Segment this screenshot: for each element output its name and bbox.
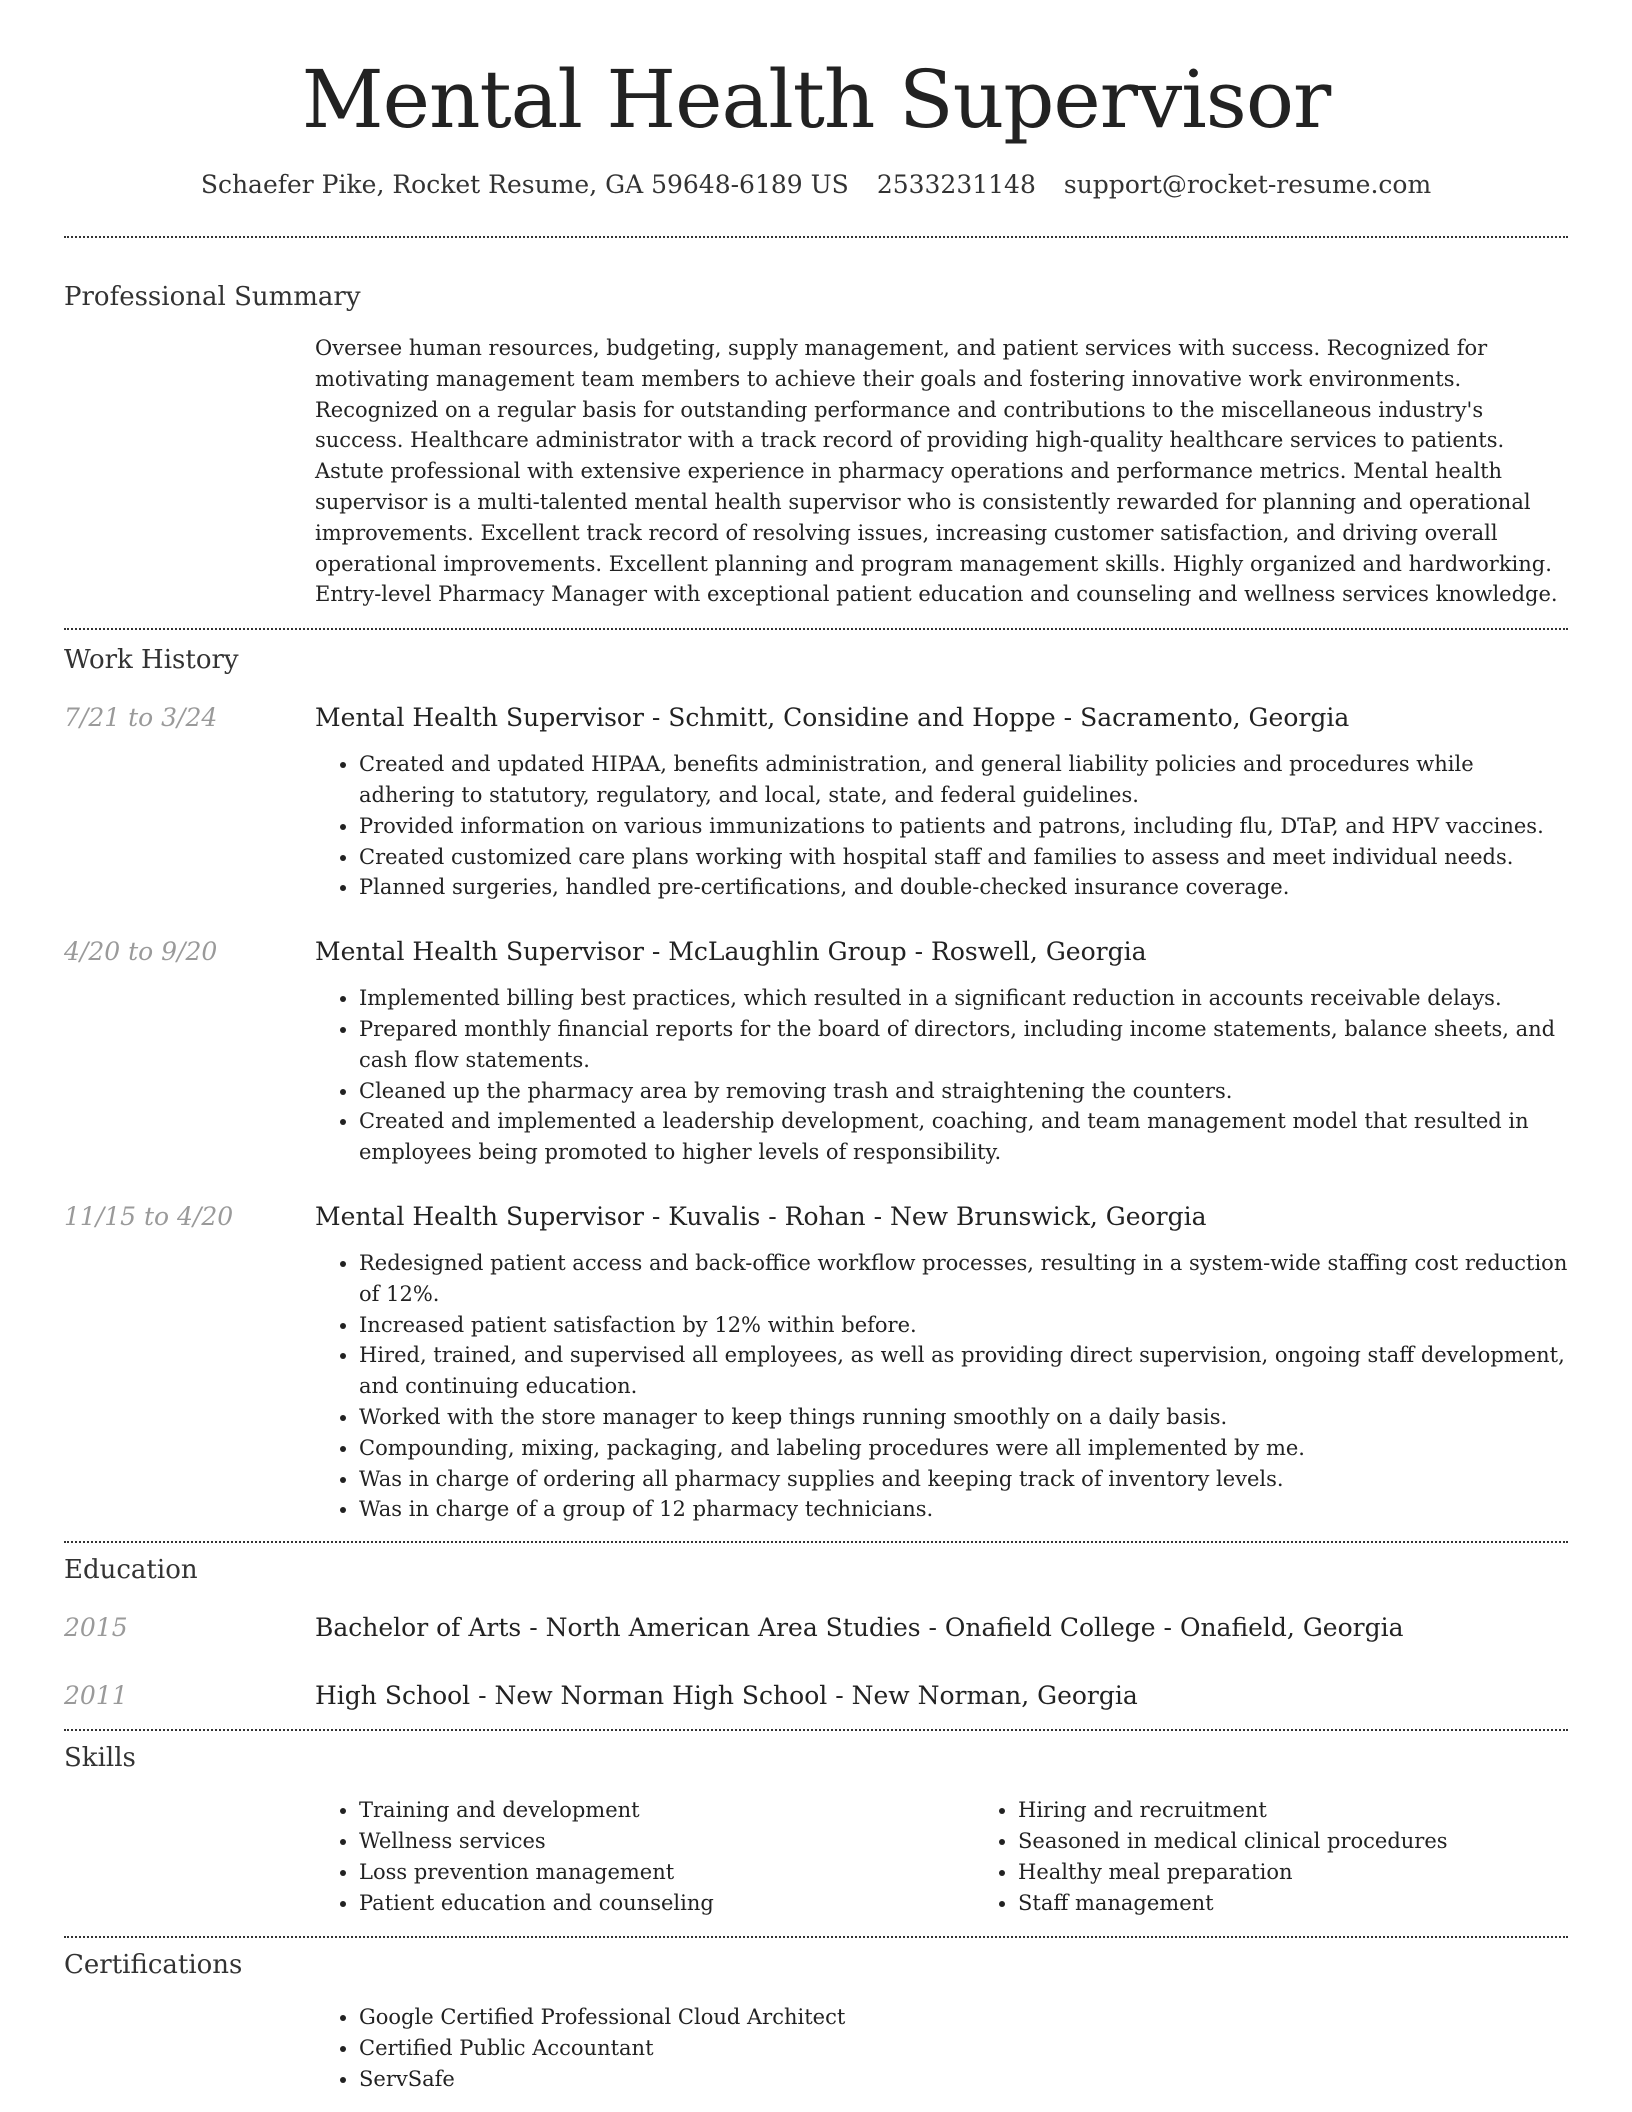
section-title-work: Work History (64, 645, 239, 676)
skill-item: • Staff management (1018, 1888, 1632, 1919)
job-location: Roswell, Georgia (931, 937, 1147, 967)
contact-line (64, 168, 1568, 202)
education-year: 2011 (64, 1681, 128, 1711)
job-entry (64, 1200, 1568, 1234)
job-bullet: • Compounding, mixing, packaging, and labeling procedures were all implemented by me. (359, 1433, 1568, 1464)
skill-item: • Patient education and counseling (359, 1888, 974, 1919)
section-title-education: Education (64, 1555, 198, 1586)
skills-column-right (974, 1795, 1632, 1918)
job-bullet: • Created and updated HIPAA, benefits administration, and general liability policies and procedures while adhering to statutory, regulatory, and local, state, and federal guidelines. (359, 749, 1568, 811)
job-bullet: • Increased patient satisfaction by 12% within before. (359, 1310, 1568, 1341)
job-bullet: • Planned surgeries, handled pre-certifications, and double-checked insurance coverage. (359, 872, 1568, 903)
skill-item: • Training and development (359, 1795, 974, 1826)
certifications-list (315, 2002, 1568, 2094)
education-heading: High School - New Norman High School - New Norman, Georgia (315, 1681, 1138, 1711)
skills-list (315, 1795, 1568, 1918)
job-position: Mental Health Supervisor (315, 703, 644, 733)
job-heading: Mental Health Supervisor - Schmitt, Considine and Hoppe - Sacramento, Georgia (315, 703, 1350, 733)
job-bullets (315, 1248, 1568, 1525)
contact-email: support@rocket-resume.com (1063, 170, 1432, 199)
job-dates: 4/20 to 9/20 (64, 937, 218, 967)
job-dates: 7/21 to 3/24 (64, 703, 218, 733)
job-location: Sacramento, Georgia (1080, 703, 1350, 733)
job-bullet: • Cleaned up the pharmacy area by removing trash and straightening the counters. (359, 1076, 1568, 1107)
job-bullet: • Created and implemented a leadership development, coaching, and team management model that resulted in employees being promoted to higher levels of responsibility. (359, 1106, 1568, 1168)
job-bullet: • Was in charge of ordering all pharmacy supplies and keeping track of inventory levels. (359, 1464, 1568, 1495)
job-bullet: • Hired, trained, and supervised all employees, as well as providing direct supervision, ongoing staff development, and continuing education. (359, 1340, 1568, 1402)
job-bullets (315, 983, 1568, 1168)
job-heading: Mental Health Supervisor - Kuvalis - Rohan - New Brunswick, Georgia (315, 1201, 1207, 1231)
divider (64, 1729, 1568, 1731)
skill-item: • Wellness services (359, 1826, 974, 1857)
summary-text: Oversee human resources, budgeting, supply management, and patient services with success. Recognized for motivating management team members to achieve their goals and fostering innovative work environments. Recognized on a regular basis for outstanding performance and contributions to the miscellaneous industry's success. Healthcare administrator with a track record of providing high-quality healthcare services to patients. Astute professional with extensive experience in pharmacy operations and performance metrics. Mental health supervisor is a multi-talented mental health supervisor who is consistently rewarded for planning and operational improvements. Excellent track record of resolving issues, increasing customer satisfaction, and driving overall operational improvements. Excellent planning and program management skills. Highly organized and hardworking. Entry-level Pharmacy Manager with exceptional patient education and counseling and wellness services knowledge. (315, 336, 1558, 607)
job-heading: Mental Health Supervisor - McLaughlin Group - Roswell, Georgia (315, 937, 1147, 967)
education-degree: Bachelor of Arts (315, 1613, 522, 1643)
education-heading: Bachelor of Arts - North American Area Studies - Onafield College - Onafield, Georgia (315, 1613, 1404, 1643)
certification-item: • ServSafe (359, 2064, 1568, 2095)
job-bullet: • Worked with the store manager to keep things running smoothly on a daily basis. (359, 1402, 1568, 1433)
job-bullet: • Created customized care plans working with hospital staff and families to assess and meet individual needs. (359, 842, 1568, 873)
job-position: Mental Health Supervisor (315, 1201, 644, 1231)
job-bullet: • Was in charge of a group of 12 pharmacy technicians. (359, 1494, 1568, 1525)
education-school: Onafield College (944, 1613, 1156, 1643)
certification-item: • Google Certified Professional Cloud Architect (359, 2002, 1568, 2033)
education-school: New Norman High School (494, 1681, 828, 1711)
skill-item: • Hiring and recruitment (1018, 1795, 1632, 1826)
job-position: Mental Health Supervisor (315, 937, 644, 967)
education-entry (64, 1611, 1568, 1645)
resume-name: Mental Health Supervisor (301, 53, 1331, 146)
education-location: Onafield, Georgia (1179, 1613, 1404, 1643)
section-title-summary: Professional Summary (64, 282, 361, 312)
job-company: Kuvalis - Rohan (668, 1201, 866, 1231)
divider (64, 1936, 1568, 1938)
job-bullet: • Prepared monthly financial reports for the board of directors, including income statements, balance sheets, and cash flow statements. (359, 1014, 1568, 1076)
job-dates: 11/15 to 4/20 (64, 1201, 234, 1231)
section-title-skills: Skills (64, 1743, 136, 1774)
job-company: McLaughlin Group (668, 937, 907, 967)
job-company: Schmitt, Considine and Hoppe (668, 703, 1056, 733)
resume-page (64, 0, 1568, 2095)
contact-address: Schaefer Pike, Rocket Resume, GA 59648-6189 US (200, 170, 849, 199)
certification-item: • Certified Public Accountant (359, 2033, 1568, 2064)
education-location: New Norman, Georgia (851, 1681, 1138, 1711)
job-entry (64, 701, 1568, 735)
job-location: New Brunswick, Georgia (890, 1201, 1207, 1231)
job-entry (64, 935, 1568, 969)
education-entry (64, 1679, 1568, 1713)
contact-phone: 2533231148 (876, 170, 1036, 199)
skills-column-left (315, 1795, 974, 1918)
job-bullet: • Redesigned patient access and back-office workflow processes, resulting in a system-wide staffing cost reduction of 12%. (359, 1248, 1568, 1310)
education-field: North American Area Studies (545, 1613, 921, 1643)
divider (64, 1541, 1568, 1543)
education-year: 2015 (64, 1613, 128, 1643)
divider (64, 236, 1568, 238)
section-title-certifications: Certifications (64, 1950, 243, 1981)
job-bullets (315, 749, 1568, 903)
skill-item: • Loss prevention management (359, 1857, 974, 1888)
education-degree: High School (315, 1681, 471, 1711)
skill-item: • Healthy meal preparation (1018, 1857, 1632, 1888)
divider (64, 628, 1568, 630)
job-bullet: • Provided information on various immunizations to patients and patrons, including flu, DTaP, and HPV vaccines. (359, 811, 1568, 842)
skill-item: • Seasoned in medical clinical procedures (1018, 1826, 1632, 1857)
job-bullet: • Implemented billing best practices, which resulted in a significant reduction in accounts receivable delays. (359, 983, 1568, 1014)
